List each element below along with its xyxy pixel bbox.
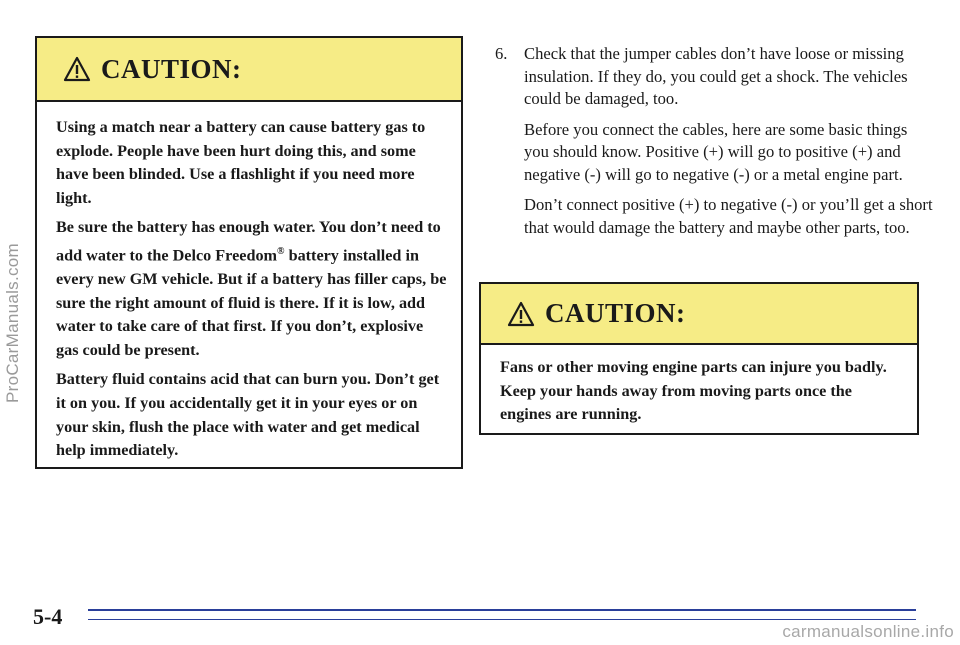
caution-paragraph-water: Be sure the battery has enough water. You don’t need to add water to the Delco Freedom® battery installed in every new GM vehicle. But if a battery has filler caps, be sure the right amount of fluid is there. If it is low, add water to take care of that first. If you don’t, explosive gas could be present. — [56, 218, 447, 359]
footer-rule — [88, 609, 916, 611]
caution-paragraph: Using a match near a battery can cause battery gas to explode. People have been hurt doing this, and some have been blinded. Use a flashlight if you need more light. — [56, 118, 426, 207]
caution-body — [481, 345, 917, 427]
page-number: 5-4 — [33, 604, 63, 629]
warning-triangle-icon — [507, 301, 535, 327]
step-item — [495, 43, 935, 111]
caution-paragraph: Fans or other moving engine parts can injure you badly. Keep your hands away from moving parts once the engines are running. — [500, 358, 887, 424]
caution-header — [37, 38, 461, 102]
footer-watermark: carmanualsonline.info — [782, 622, 954, 641]
caution-body — [37, 102, 461, 463]
warning-triangle-icon — [63, 56, 91, 82]
caution-paragraph: Battery fluid contains acid that can burn you. Don’t get it on you. If you accidentally get it in your eyes or on your skin, flush the place with water and get medical help immediately. — [56, 370, 440, 460]
footer-rule-thin — [88, 619, 916, 620]
step-text: Check that the jumper cables don’t have loose or missing insulation. If they do, you could get a shock. The vehicles could be damaged, too. — [524, 44, 908, 108]
instructions — [495, 43, 935, 247]
caution-header — [481, 284, 917, 345]
side-watermark — [2, 0, 24, 645]
caution-title: CAUTION: — [545, 298, 686, 328]
caution-title: CAUTION: — [101, 53, 242, 84]
side-watermark-text: ProCarManuals.com — [3, 242, 23, 403]
caution-box-battery — [35, 36, 463, 469]
instruction-paragraph: Before you connect the cables, here are some basic things you should know. Positive (+) will go to positive (+) and negative (-) will go to negative (-) or a metal engine part. — [524, 119, 908, 184]
instruction-paragraph: Don’t connect positive (+) to negative (-) or you’ll get a short that would damage the battery and maybe other parts, too. — [524, 195, 933, 237]
step-number: 6. — [495, 44, 508, 63]
caution-box-fans — [479, 282, 919, 435]
